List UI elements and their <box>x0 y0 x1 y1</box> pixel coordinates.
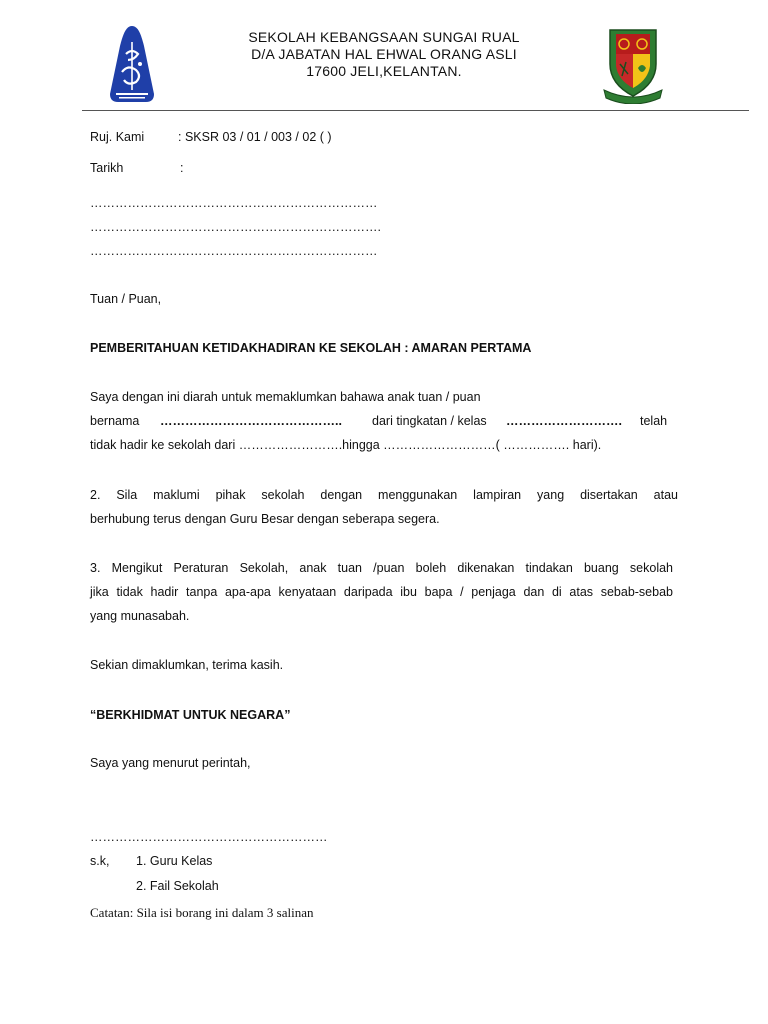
header-divider <box>82 110 749 111</box>
sign-off: Saya yang menurut perintah, <box>90 756 251 770</box>
sk-item-2: 2. Fail Sekolah <box>136 879 219 893</box>
para3-line-1: 3. Mengikut Peraturan Sekolah, anak tuan /puan boleh dikenakan tindakan buang sekolah <box>90 561 673 575</box>
letter-subject: PEMBERITAHUAN KETIDAKHADIRAN KE SEKOLAH : AMARAN PERTAMA <box>90 341 532 355</box>
date-value: : <box>180 161 184 175</box>
date-label: Tarikh <box>90 161 124 175</box>
para3-line-2: jika tidak hadir tanpa apa-apa kenyataan daripada ibu bapa / penjaga dan di atas sebab-sebab <box>90 585 673 599</box>
header-line-3: 17600 JELI,KELANTAN. <box>306 63 462 79</box>
sk-item-1: 1. Guru Kelas <box>136 854 213 868</box>
motto: “BERKHIDMAT UNTUK NEGARA” <box>90 708 291 722</box>
para1-line-2-start: bernama <box>90 414 140 428</box>
address-line-1: …………………………………………………………… <box>90 196 378 210</box>
school-header <box>180 29 588 80</box>
ref-label: Ruj. Kami <box>90 130 145 144</box>
para1-line-2-end: telah <box>640 414 668 428</box>
address-line-2: ……………………………………………………………. <box>90 220 381 234</box>
para1-line-2-mid: dari tingkatan / kelas <box>372 414 487 428</box>
sk-label: s.k, <box>90 854 110 868</box>
address-line-3: …………………………………………………………… <box>90 244 378 258</box>
header-line-1: SEKOLAH KEBANGSAAN SUNGAI RUAL <box>248 29 520 45</box>
name-blank: …………………………………….. <box>160 414 342 428</box>
ref-value: : SKSR 03 / 01 / 003 / 02 ( ) <box>178 130 332 144</box>
header-line-2: D/A JABATAN HAL EHWAL ORANG ASLI <box>251 46 517 62</box>
para1-line-3: tidak hadir ke sekolah dari …………………….hingga ………………………( ……………. hari). <box>90 438 602 452</box>
para2-line-1: 2. Sila maklumi pihak sekolah dengan menggunakan lampiran yang disertakan atau <box>90 488 678 502</box>
class-blank: ………………………. <box>506 414 622 428</box>
para1-line-1: Saya dengan ini diarah untuk memaklumkan bahawa anak tuan / puan <box>90 390 481 404</box>
closing-text: Sekian dimaklumkan, terima kasih. <box>90 658 284 672</box>
jabatan-pelajaran-logo <box>106 24 158 104</box>
school-crest-logo <box>602 24 664 104</box>
para3-line-3: yang munasabah. <box>90 609 190 623</box>
para2-line-2: berhubung terus dengan Guru Besar dengan seberapa segera. <box>90 512 440 526</box>
note-text: Catatan: Sila isi borang ini dalam 3 salinan <box>90 905 314 920</box>
salutation: Tuan / Puan, <box>90 292 162 306</box>
signature-line: ………………………………………………… <box>90 830 328 844</box>
